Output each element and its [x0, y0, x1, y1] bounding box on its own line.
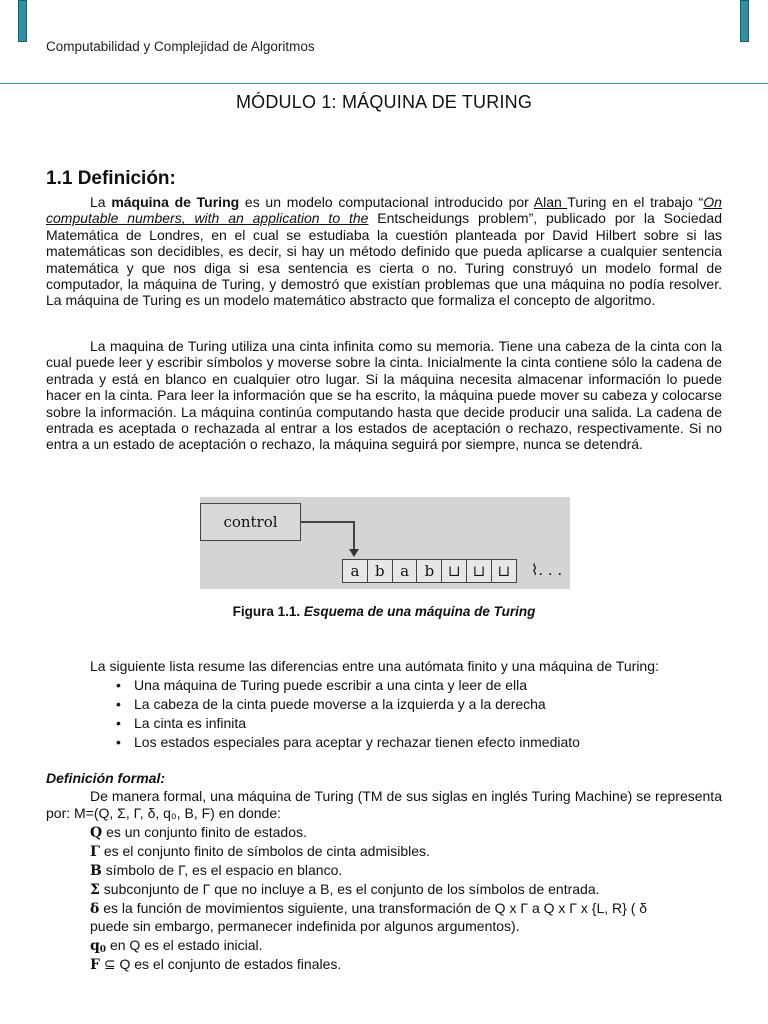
def-text: símbolo de Γ, es el espacio en blanco.: [101, 861, 343, 878]
def-symbol: q: [90, 938, 100, 955]
list-item: • La cabeza de la cinta puede moverse a la izquierda y a la derecha: [116, 696, 580, 715]
section-heading: 1.1 Definición:: [46, 168, 176, 189]
def-text: ⊆ Q es el conjunto de estados finales.: [99, 956, 342, 973]
p1-text-b: es un modelo computacional introducido por: [239, 194, 534, 210]
def-delta-cont: [90, 918, 722, 937]
list-item: • Una máquina de Turing puede escribir a una cinta y leer de ella: [116, 677, 580, 696]
formal-intro: [46, 788, 722, 822]
paragraph-tape: [46, 338, 722, 453]
def-symbol: B: [90, 862, 102, 879]
def-b: [90, 862, 722, 881]
def-symbol: F: [90, 957, 100, 974]
definition-list: [90, 824, 722, 975]
def-text: en Q es el estado inicial.: [106, 937, 263, 954]
caption-label: Figura 1.1.: [232, 604, 301, 619]
def-symbol: δ: [90, 900, 100, 917]
connector-vertical: [353, 521, 355, 551]
header-divider: [0, 83, 768, 84]
def-q: [90, 824, 722, 843]
def-symbol: Γ: [90, 843, 100, 860]
module-title: MÓDULO 1: MÁQUINA DE TURING: [235, 92, 533, 112]
p1-text-a: La: [90, 194, 112, 210]
def-sigma: [90, 881, 722, 900]
p1-text-c: Turing en el trabajo “: [567, 194, 704, 210]
def-text: subconjunto de Γ que no incluye a B, es el conjunto de los símbolos de entrada.: [99, 880, 600, 897]
def-text: puede sin embargo, permanecer indefinida por algunos argumentos).: [90, 918, 520, 935]
right-corner-marker: [740, 0, 749, 42]
tape-cell: ⊔: [466, 559, 492, 583]
tape: [342, 559, 517, 583]
head-arrow-icon: [349, 549, 359, 557]
figure-caption: [0, 604, 768, 619]
list-item: • La cinta es infinita: [116, 715, 580, 734]
def-text: es un conjunto finito de estados.: [102, 824, 307, 840]
tape-cell: ⊔: [491, 559, 517, 583]
tape-cell: b: [416, 559, 442, 583]
tape-cell: ⊔: [441, 559, 467, 583]
def-symbol: Σ: [90, 881, 100, 898]
tape-cell: a: [392, 559, 418, 583]
caption-text: Esquema de una máquina de Turing: [303, 604, 536, 619]
def-q0: [90, 937, 722, 956]
connector-horizontal: [301, 521, 353, 523]
page-header: Computabilidad y Complejidad de Algoritmos: [46, 39, 315, 54]
control-box: control: [200, 503, 301, 541]
list-item: • Los estados especiales para aceptar y rechazar tienen efecto inmediato: [116, 734, 580, 753]
formal-intro-text: De manera formal, una máquina de Turing (TM de sus siglas en inglés Turing Machine) se representa por: M=(Q, Σ, Γ, δ, q₀, B, F) en donde:: [46, 788, 722, 821]
tape-continuation: ⌇. . .: [531, 561, 563, 579]
paragraph-definition: [46, 194, 722, 309]
def-symbol: Q: [90, 825, 103, 841]
def-gamma: [90, 843, 722, 862]
left-corner-marker: [18, 0, 27, 42]
p1-bold-term: máquina de Turing: [111, 194, 240, 210]
differences-list: [116, 677, 580, 753]
def-text: es el conjunto finito de símbolos de cinta admisibles.: [99, 842, 430, 859]
def-subscript: 0: [99, 945, 107, 956]
tape-cell: a: [342, 559, 368, 583]
p1-italic-title: On computable numbers, with an application to the: [46, 194, 722, 227]
def-f: [90, 956, 722, 975]
def-delta: [90, 900, 722, 919]
def-text: es la función de movimientos siguiente, una transformación de Q x Γ a Q x Γ x {L, R} ( δ: [99, 899, 648, 916]
p2-text: La maquina de Turing utiliza una cinta infinita como su memoria. Tiene una cabeza de la cinta con la cual puede leer y escribir símbolos y moverse sobre la cinta. Inicialmente la cinta contiene sólo la cadena de entrada y está en blanco en cualquier otro lugar. Si la máquina necesita almacenar información lo puede hacer en la cinta. Para leer la información que se ha escrito, la máquina puede mover su cabeza y colocarse sobre la información. La máquina continúa computando hasta que decide producir una salida. La cadena de entrada es aceptada o rechazada al entrar a los estados de aceptación o rechazo, respectivamente. Si no entra a un estado de aceptación o rechazo, la máquina seguirá por siempre, nunca se detendrá.: [46, 338, 722, 453]
formal-definition-heading: Definición formal:: [46, 770, 166, 786]
turing-machine-figure: [200, 497, 570, 589]
list-intro: La siguiente lista resume las diferencias entre una autómata finito y una máquina de Turing:: [90, 658, 659, 674]
tape-cell: b: [367, 559, 393, 583]
p1-text-d: Entscheidungs problem”, publicado por la Sociedad Matemática de Londres, en el cual se estudiaba la cuestión planteada por David Hilbert sobre si las matemáticas son decidibles, es decir, si hay un método definido que pueda aplicarse a cualquier sentencia matemática y que nos diga si esa sentencia es cierta o no. Turing construyó un modelo formal de computador, la máquina de Turing, y demostró que existían problemas que una máquina no podía resolver. La máquina de Turing es un modelo matemático abstracto que formaliza el concepto de algoritmo.: [46, 210, 722, 309]
p1-link-alan: Alan: [533, 194, 568, 210]
